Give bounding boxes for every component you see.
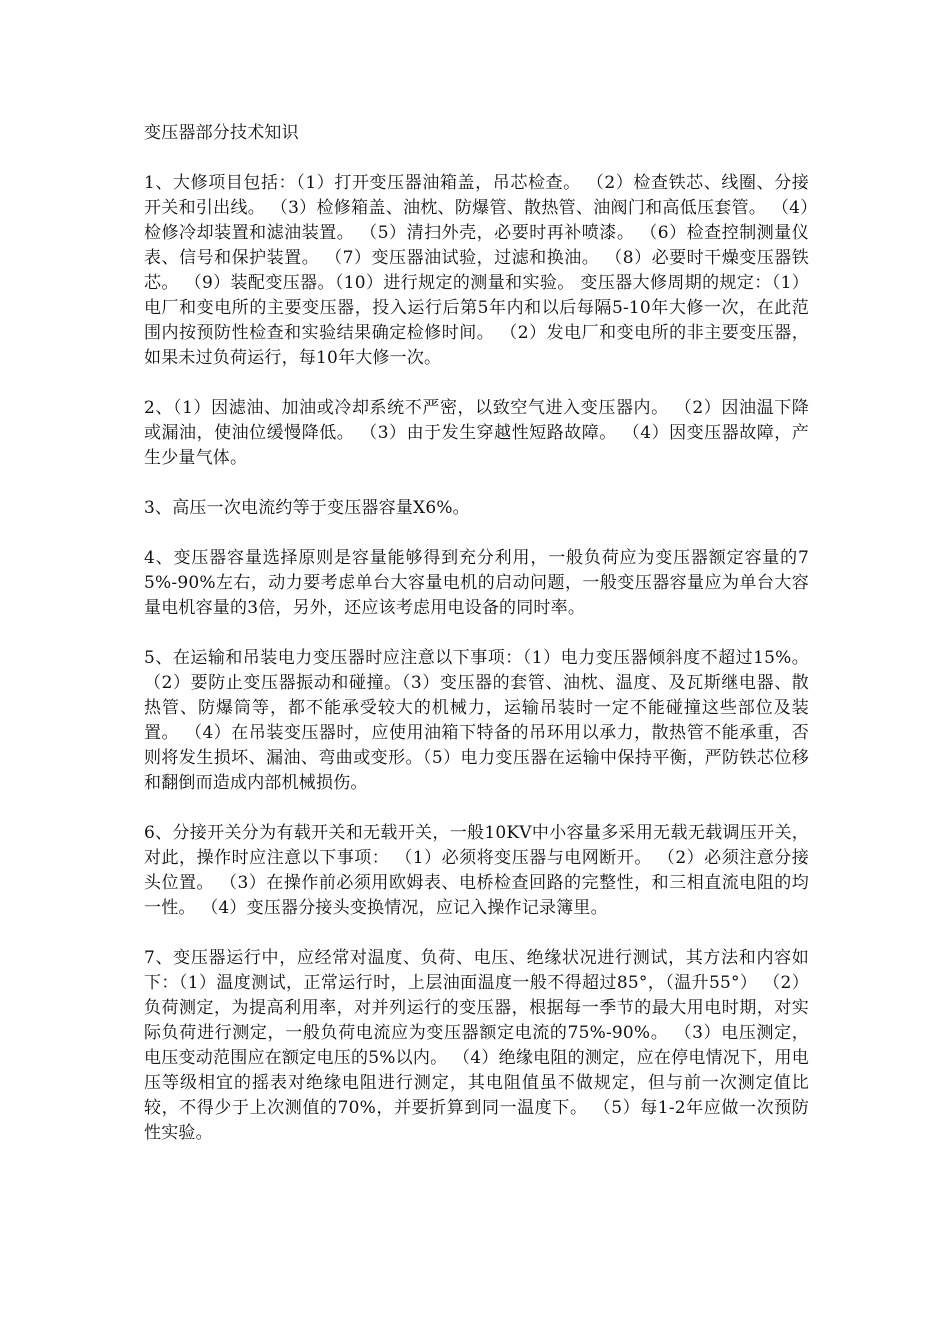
paragraph-7-operation-testing: 7、变压器运行中，应经常对温度、负荷、电压、绝缘状况进行测试，其方法和内容如下：（1）温度测试，正常运行时，上层油面温度一般不得超过85°，（温升55°） （2）负荷测定，为提高利用率，对并列运行的变压器，根据每一季节的最大用电时期，对实际负荷进行测定，一般负荷电流应为变压器额定电流的75%-90%。 （3）电压测定，电压变动范围应在额定电压的5%以内。 （4）绝缘电阻的测定，应在停电情况下，用电压等级相宜的摇表对绝缘电阻进行测定，其电阻值虽不做规定，但与前一次测定值比较，不得少于上次测值的70%，并要折算到同一温度下。 （5）每1-2年应做一次预防性实验。 — [144, 948, 809, 1143]
paragraph-4-capacity-selection: 4、变压器容量选择原则是容量能够得到充分利用，一般负荷应为变压器额定容量的75%-90%左右，动力要考虑单台大容量电机的启动问题，一般变压器容量应为单台大容量电机容量的3倍，另外，还应该考虑用电设备的同时率。 — [144, 548, 809, 618]
paragraph-3-primary-current: 3、高压一次电流约等于变压器容量X6%。 — [144, 498, 470, 518]
paragraph-6-tap-changer: 6、分接开关分为有载开关和无载开关，一般10KV中小容量多采用无载无载调压开关，对此，操作时应注意以下事项： （1）必须将变压器与电网断开。 （2）必须注意分接头位置。 （3）在操作前必须用欧姆表、电桥检查回路的完整性，和三相直流电阻的均一性。 （4）变压器分接头变换情况，应记入操作记录簿里。 — [144, 823, 809, 918]
document-title: 变压器部分技术知识 — [144, 123, 299, 143]
paragraph-1-overhaul-items: 1、大修项目包括：（1）打开变压器油箱盖，吊芯检查。 （2）检查铁芯、线圈、分接开关和引出线。 （3）检修箱盖、油枕、防爆管、散热管、油阀门和高低压套管。 （4）检修冷却装置和滤油装置。 （5）清扫外壳，必要时再补喷漆。 （6）检查控制测量仪表、信号和保护装置。 （7）变压器油试验，过滤和换油。 （8）必要时干燥变压器铁芯。 （9）装配变压器。（10）进行规定的测量和实验。 变压器大修周期的规定：（1）电厂和变电所的主要变压器，投入运行后第5年内和以后每隔5-10年大修一次，在此范围内按预防性检查和实验结果确定检修时间。 （2）发电厂和变电所的非主要变压器，如果未过负荷运行，每10年大修一次。 — [144, 173, 809, 368]
paragraph-5-transport-lifting: 5、在运输和吊装电力变压器时应注意以下事项：（1）电力变压器倾斜度不超过15%。（2）要防止变压器振动和碰撞。（3）变压器的套管、油枕、温度、及瓦斯继电器、散热管、防爆筒等，都不能承受较大的机械力，运输吊装时一定不能碰撞这些部位及装置。 （4）在吊装变压器时，应使用油箱下特备的吊环用以承力，散热管不能承重，否则将发生损坏、漏油、弯曲或变形。（5）电力变压器在运输中保持平衡，严防铁芯位移和翻倒而造成内部机械损伤。 — [144, 648, 809, 793]
document-page — [144, 121, 809, 1171]
paragraph-2-gas-causes: 2、（1）因滤油、加油或冷却系统不严密，以致空气进入变压器内。 （2）因油温下降或漏油，使油位缓慢降低。 （3）由于发生穿越性短路故障。 （4）因变压器故障，产生少量气体。 — [144, 398, 809, 468]
